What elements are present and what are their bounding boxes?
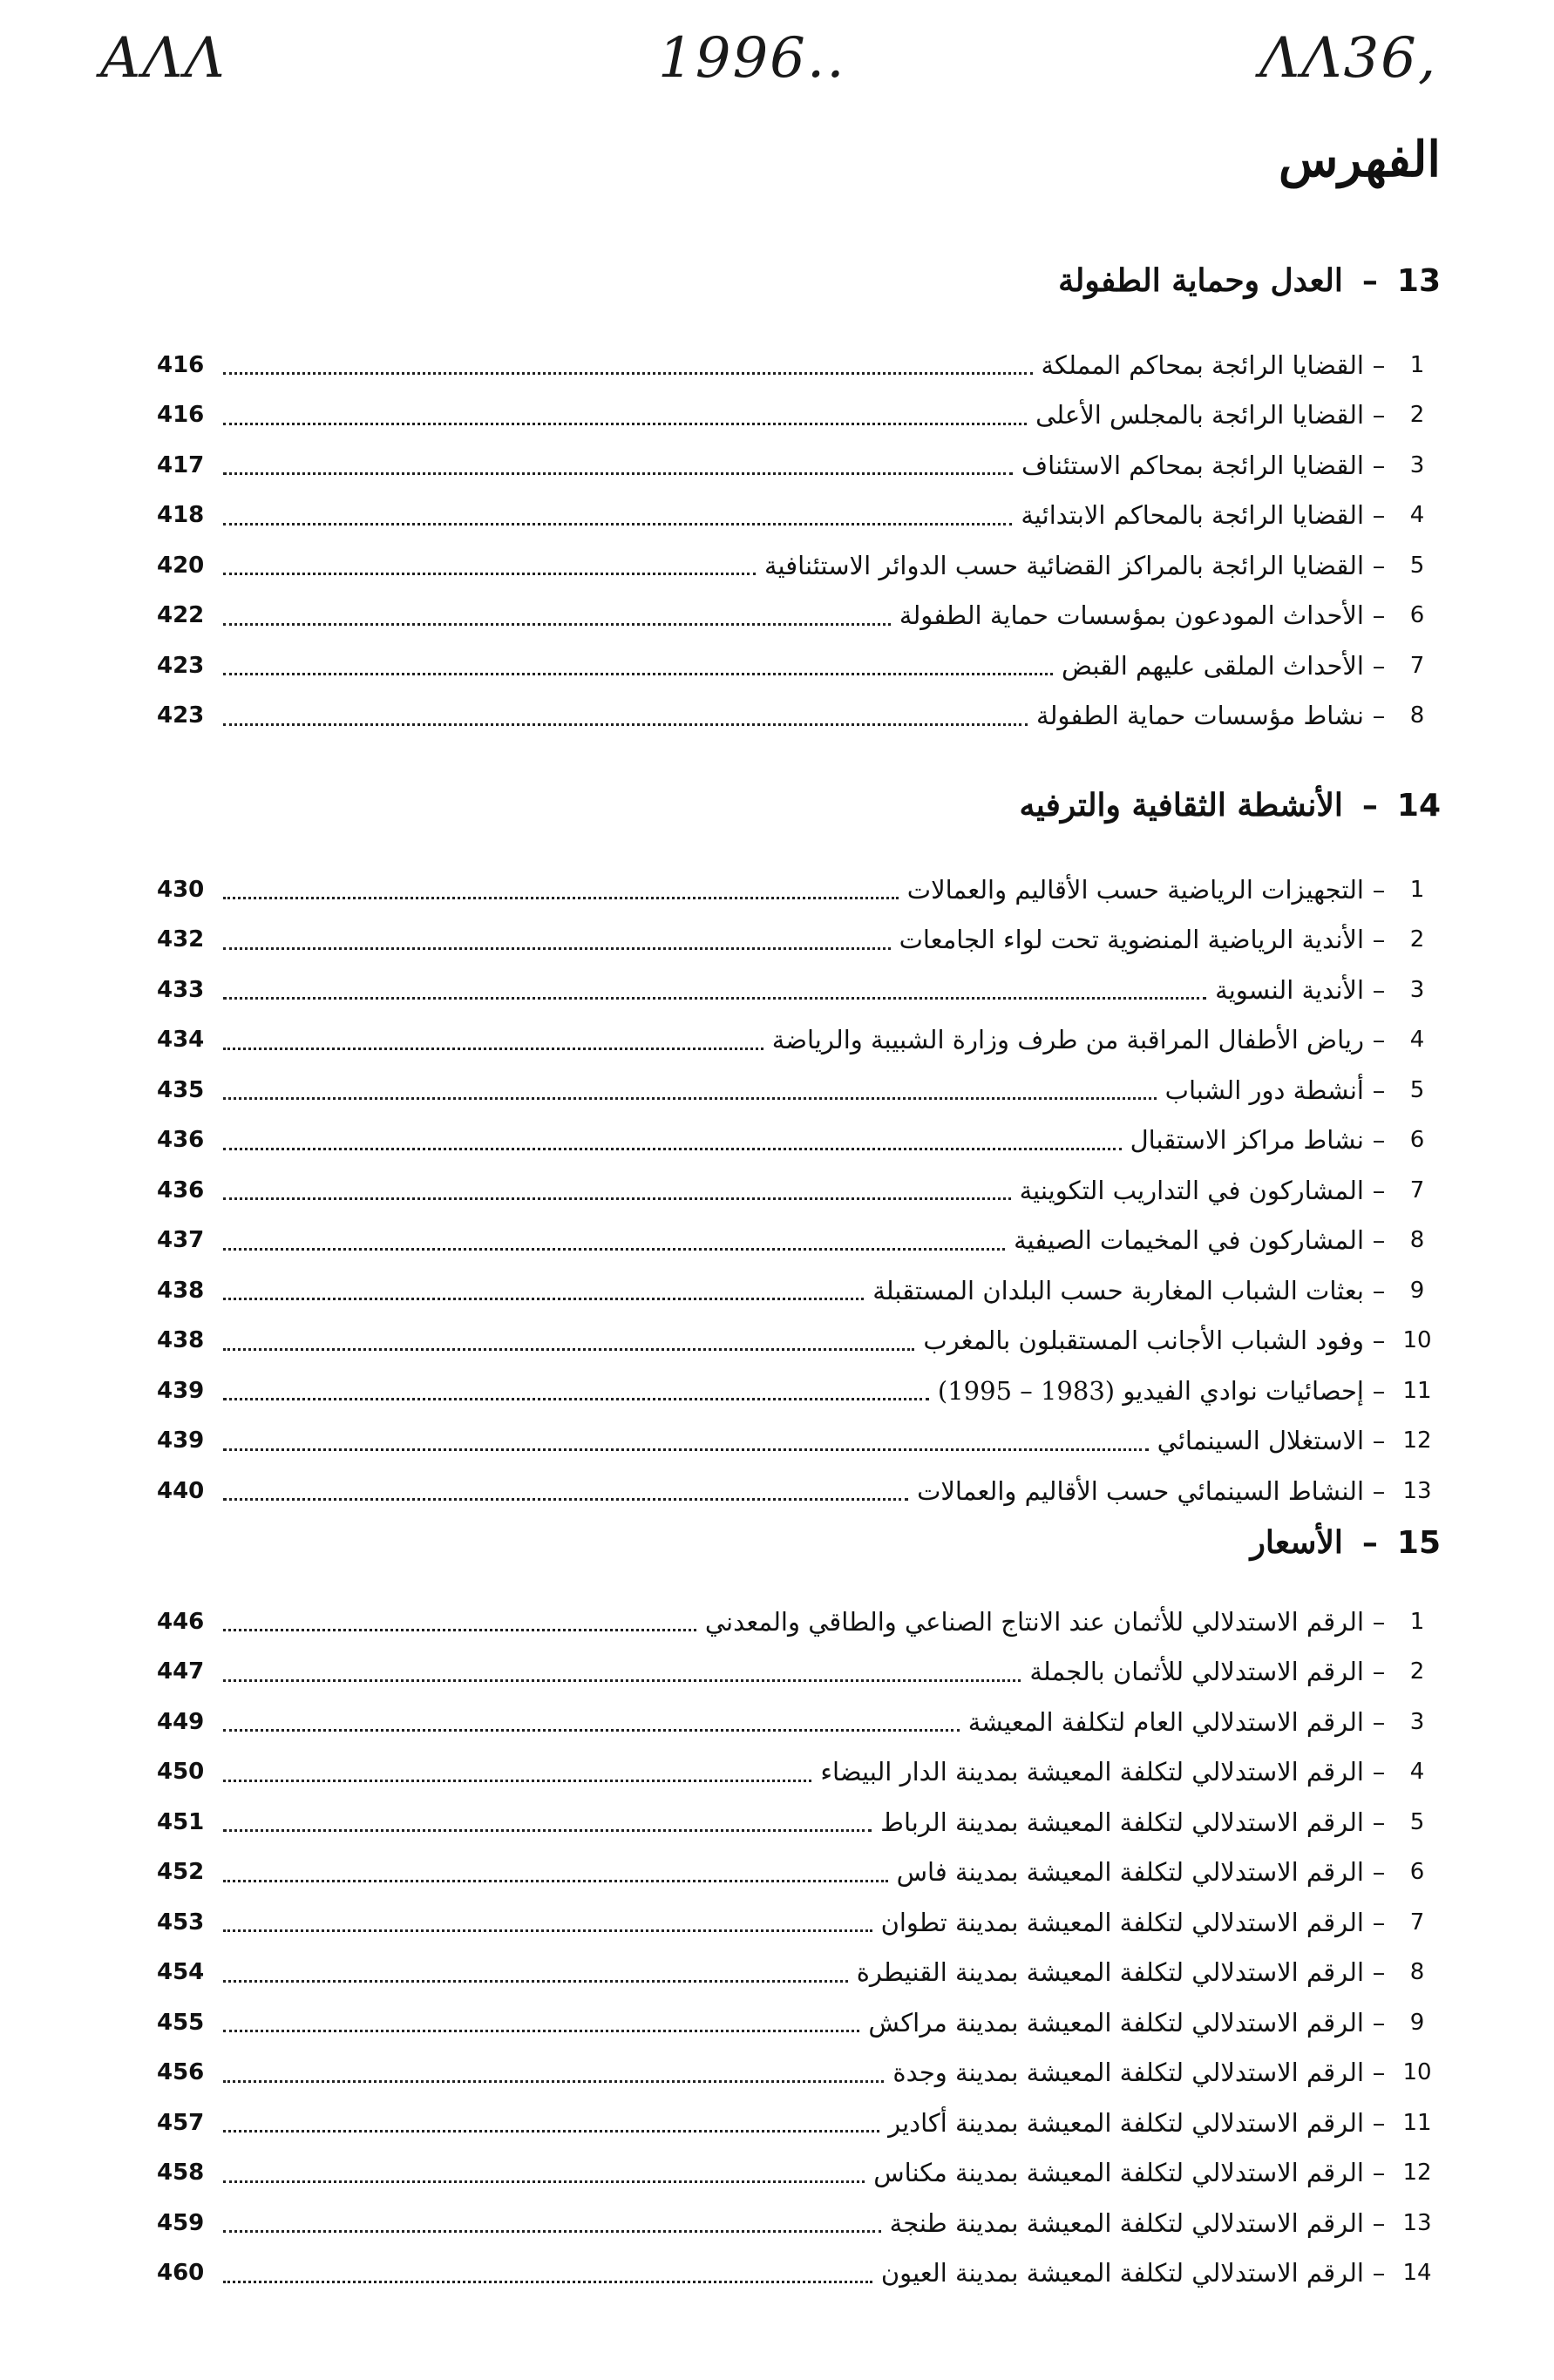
entry-title: الرقم الاستدلالي لتكلفة المعيشة بمدينة مراكش	[868, 2007, 1364, 2038]
toc-entry	[157, 1216, 1441, 1266]
entry-list	[157, 865, 1441, 1516]
entry-number: 11	[1402, 2109, 1432, 2136]
entry-title: الرقم الاستدلالي لتكلفة المعيشة بمدينة تطوان	[880, 1907, 1364, 1937]
entry-number: 8	[1409, 1959, 1425, 1986]
dot-leader	[223, 1679, 1021, 1682]
entry-page-number: 456	[157, 2059, 205, 2086]
entry-title: رياض الأطفال المراقبة من طرف وزارة الشبيبة والرياضة	[771, 1025, 1364, 1055]
entry-number: 7	[1409, 652, 1425, 679]
entry-dash: –	[1372, 1706, 1386, 1737]
entry-dash: –	[1372, 701, 1386, 731]
entry-page-number: 423	[157, 652, 205, 679]
dot-leader	[223, 1498, 908, 1501]
entry-dash: –	[1372, 400, 1386, 431]
entry-number: 6	[1409, 1859, 1425, 1886]
entry-number: 13	[1402, 2209, 1432, 2236]
entry-dash: –	[1372, 1025, 1386, 1055]
entry-page-number: 439	[157, 1427, 205, 1454]
entry-dash: –	[1372, 874, 1386, 905]
entry-dash: –	[1372, 2258, 1386, 2288]
entry-page-number: 433	[157, 976, 205, 1003]
entry-title: نشاط مراكز الاستقبال	[1130, 1125, 1364, 1156]
entry-title: الأحداث المودعون بمؤسسات حماية الطفولة	[899, 600, 1364, 631]
entry-number: 8	[1409, 1227, 1425, 1254]
entry-dash: –	[1372, 1957, 1386, 1988]
toc-entry	[157, 1165, 1441, 1216]
entry-page-number: 418	[157, 502, 205, 529]
dot-leader	[223, 1448, 1149, 1451]
entry-page-number: 446	[157, 1608, 205, 1635]
entry-page-number: 416	[157, 402, 205, 429]
dot-leader	[223, 1148, 1122, 1150]
toc-entry	[157, 340, 1441, 390]
entry-dash: –	[1372, 1475, 1386, 1506]
entry-dash: –	[1372, 925, 1386, 955]
entry-title: الاستغلال السينمائي	[1157, 1426, 1364, 1456]
entry-title: الرقم الاستدلالي لتكلفة المعيشة بمدينة فاس	[896, 1857, 1364, 1888]
entry-number: 5	[1409, 552, 1425, 579]
entry-title: الرقم الاستدلالي للأثمان بالجملة	[1029, 1657, 1364, 1687]
toc-entry	[157, 1265, 1441, 1316]
toc-entry	[157, 1848, 1441, 1898]
entry-title: إحصائيات نوادي الفيديو (1983 – 1995)	[937, 1375, 1364, 1406]
dot-leader	[223, 1097, 1157, 1100]
dot-leader	[223, 2130, 879, 2133]
section-justice	[157, 253, 1441, 741]
entry-dash: –	[1372, 1225, 1386, 1256]
dot-leader	[223, 623, 891, 626]
section-dash: –	[1361, 787, 1378, 824]
section-number: 14	[1396, 788, 1441, 824]
dot-leader	[223, 523, 1012, 525]
entry-page-number: 423	[157, 702, 205, 729]
entry-page-number: 422	[157, 602, 205, 629]
toc-entry	[157, 1065, 1441, 1115]
toc-entry	[157, 1647, 1441, 1698]
entry-dash: –	[1372, 1426, 1386, 1456]
entry-title: الرقم الاستدلالي لتكلفة المعيشة بمدينة الدار البيضاء	[820, 1757, 1364, 1787]
toc-entry	[157, 1366, 1441, 1416]
dot-leader	[223, 1398, 929, 1400]
dot-leader	[223, 1980, 848, 1983]
entry-number: 5	[1409, 1076, 1425, 1103]
entry-page-number: 439	[157, 1377, 205, 1404]
dot-leader	[223, 2080, 884, 2083]
entry-dash: –	[1372, 500, 1386, 531]
entry-number: 2	[1409, 1658, 1425, 1685]
entry-number: 7	[1409, 1176, 1425, 1204]
section-prices	[157, 1515, 1441, 2298]
entry-number: 4	[1409, 1759, 1425, 1786]
dot-leader	[223, 947, 891, 950]
entry-title: المشاركون في التداريب التكوينية	[1019, 1175, 1364, 1205]
entry-title: الرقم الاستدلالي للأثمان عند الانتاج الصناعي والطاقي والمعدني	[704, 1606, 1364, 1637]
entry-title: النشاط السينمائي حسب الأقاليم والعمالات	[917, 1475, 1364, 1506]
entry-dash: –	[1372, 600, 1386, 631]
handwritten-note-right: ΛΛ36,	[1259, 26, 1438, 91]
dot-leader	[223, 2281, 872, 2283]
entry-title: الرقم الاستدلالي لتكلفة المعيشة بمدينة العيون	[880, 2258, 1364, 2288]
entry-title: الأحداث الملقى عليهم القبض	[1061, 650, 1364, 681]
entry-title: الرقم الاستدلالي لتكلفة المعيشة بمدينة مكناس	[873, 2158, 1364, 2188]
entry-dash: –	[1372, 1657, 1386, 1687]
dot-leader	[223, 1629, 696, 1631]
toc-entry	[157, 1416, 1441, 1467]
toc-entry	[157, 1466, 1441, 1516]
entry-number: 3	[1409, 451, 1425, 478]
section-dash: –	[1361, 262, 1378, 299]
entry-dash: –	[1372, 2058, 1386, 2088]
entry-title: بعثات الشباب المغاربة حسب البلدان المستقبلة	[872, 1275, 1364, 1305]
dot-leader	[223, 573, 756, 575]
entry-dash: –	[1372, 1075, 1386, 1105]
dot-leader	[223, 472, 1013, 475]
entry-page-number: 430	[157, 876, 205, 903]
entry-page-number: 437	[157, 1227, 205, 1254]
section-heading	[157, 777, 1441, 833]
dot-leader	[223, 997, 1206, 1000]
dot-leader	[223, 423, 1027, 425]
section-heading	[157, 1515, 1441, 1570]
entry-page-number: 420	[157, 552, 205, 579]
entry-list	[157, 340, 1441, 741]
entry-page-number: 451	[157, 1808, 205, 1835]
entry-title: القضايا الرائجة بالمجلس الأعلى	[1035, 400, 1364, 431]
toc-entry	[157, 2148, 1441, 2199]
dot-leader	[223, 1880, 888, 1882]
toc-entry	[157, 1797, 1441, 1848]
entry-dash: –	[1372, 2207, 1386, 2238]
dot-leader	[223, 673, 1053, 675]
toc-entry	[157, 965, 1441, 1015]
dot-leader	[223, 1348, 914, 1351]
toc-entry	[157, 1697, 1441, 1747]
entry-page-number: 452	[157, 1859, 205, 1886]
dot-leader	[223, 1829, 872, 1832]
toc-entry	[157, 1316, 1441, 1366]
entry-number: 9	[1409, 1277, 1425, 1304]
entry-title: وفود الشباب الأجانب المستقبلون بالمغرب	[923, 1326, 1364, 1356]
entry-page-number: 450	[157, 1759, 205, 1786]
entry-number: 1	[1409, 1608, 1425, 1635]
dot-leader	[223, 723, 1028, 726]
entry-title: القضايا الرائجة بمحاكم المملكة	[1041, 349, 1364, 380]
toc-entry	[157, 1115, 1441, 1166]
entry-page-number: 455	[157, 2009, 205, 2036]
entry-page-number: 438	[157, 1277, 205, 1304]
entry-number: 9	[1409, 2009, 1425, 2036]
entry-number: 2	[1409, 926, 1425, 953]
entry-page-number: 432	[157, 926, 205, 953]
entry-dash: –	[1372, 1175, 1386, 1205]
entry-number: 6	[1409, 1127, 1425, 1154]
toc-entry	[157, 540, 1441, 591]
entry-dash: –	[1372, 1606, 1386, 1637]
entry-dash: –	[1372, 2107, 1386, 2138]
entry-dash: –	[1372, 1757, 1386, 1787]
section-title: العدل وحماية الطفولة	[1058, 262, 1343, 299]
entry-title: الرقم الاستدلالي لتكلفة المعيشة بمدينة وجدة	[892, 2058, 1364, 2088]
section-heading	[157, 253, 1441, 309]
entry-title: الرقم الاستدلالي لتكلفة المعيشة بمدينة أكادير	[888, 2107, 1364, 2138]
toc-entry	[157, 2098, 1441, 2148]
entry-number: 4	[1409, 1027, 1425, 1054]
entry-page-number: 458	[157, 2160, 205, 2187]
entry-dash: –	[1372, 1125, 1386, 1156]
entry-page-number: 438	[157, 1327, 205, 1354]
entry-page-number: 457	[157, 2109, 205, 2136]
entry-dash: –	[1372, 550, 1386, 580]
entry-page-number: 417	[157, 451, 205, 478]
entry-title: المشاركون في المخيمات الصيفية	[1014, 1225, 1364, 1256]
dot-leader	[223, 897, 899, 899]
handwritten-note-left: ΑΛΛ	[100, 26, 227, 91]
entry-page-number: 460	[157, 2260, 205, 2287]
dot-leader	[223, 2230, 881, 2233]
dot-leader	[223, 1929, 872, 1932]
section-title: الأسعار	[1250, 1524, 1343, 1561]
entry-dash: –	[1372, 1807, 1386, 1837]
entry-dash: –	[1372, 1375, 1386, 1406]
dot-leader	[223, 1780, 811, 1782]
dot-leader	[223, 2030, 859, 2032]
entry-dash: –	[1372, 1275, 1386, 1305]
entry-title: التجهيزات الرياضية حسب الأقاليم والعمالات	[906, 874, 1364, 905]
entry-page-number: 453	[157, 1909, 205, 1936]
entry-title: الأندية الرياضية المنضوية تحت لواء الجامعات	[899, 925, 1364, 955]
entry-number: 6	[1409, 602, 1425, 629]
dot-leader	[223, 2180, 865, 2183]
entry-page-number: 440	[157, 1477, 205, 1504]
section-title: الأنشطة الثقافية والترفيه	[1019, 787, 1343, 824]
entry-number: 7	[1409, 1909, 1425, 1936]
dot-leader	[223, 1729, 960, 1732]
entry-title: القضايا الرائجة بالمراكز القضائية حسب الدوائر الاستئنافية	[763, 550, 1364, 580]
entry-dash: –	[1372, 1857, 1386, 1888]
entry-dash: –	[1372, 974, 1386, 1005]
entry-page-number: 434	[157, 1027, 205, 1054]
toc-entry	[157, 491, 1441, 541]
entry-title: نشاط مؤسسات حماية الطفولة	[1036, 701, 1364, 731]
entry-title: الرقم الاستدلالي العام لتكلفة المعيشة	[967, 1706, 1364, 1737]
toc-entry	[157, 1597, 1441, 1647]
entry-number: 12	[1402, 1427, 1432, 1454]
entry-list	[157, 1597, 1441, 2298]
entry-page-number: 449	[157, 1708, 205, 1735]
entry-title: القضايا الرائجة بالمحاكم الابتدائية	[1021, 500, 1364, 531]
entry-number: 10	[1402, 2059, 1432, 2086]
entry-title: الرقم الاستدلالي لتكلفة المعيشة بمدينة القنيطرة	[856, 1957, 1364, 1988]
section-dash: –	[1361, 1524, 1378, 1561]
toc-entry	[157, 1747, 1441, 1798]
toc-entry	[157, 2248, 1441, 2299]
dot-leader	[223, 1298, 864, 1300]
toc-entry	[157, 1897, 1441, 1948]
toc-entry	[157, 1015, 1441, 1066]
entry-number: 12	[1402, 2160, 1432, 2187]
toc-entry	[157, 1997, 1441, 2048]
handwritten-note-center: 1996..	[658, 26, 846, 91]
entry-title: أنشطة دور الشباب	[1164, 1075, 1364, 1105]
entry-number: 2	[1409, 402, 1425, 429]
dot-leader	[223, 372, 1033, 375]
entry-number: 11	[1402, 1377, 1432, 1404]
dot-leader	[223, 1197, 1011, 1200]
section-number: 15	[1396, 1525, 1441, 1561]
entry-page-number: 436	[157, 1176, 205, 1204]
entry-title: الأندية النسوية	[1215, 974, 1364, 1005]
entry-page-number: 459	[157, 2209, 205, 2236]
toc-entry	[157, 390, 1441, 441]
section-number: 13	[1396, 263, 1441, 299]
toc-entry	[157, 691, 1441, 742]
entry-number: 13	[1402, 1477, 1432, 1504]
entry-dash: –	[1372, 1907, 1386, 1937]
toc-entry	[157, 641, 1441, 691]
toc-entry	[157, 440, 1441, 491]
entry-number: 5	[1409, 1808, 1425, 1835]
entry-page-number: 454	[157, 1959, 205, 1986]
entry-dash: –	[1372, 349, 1386, 380]
toc-entry	[157, 865, 1441, 915]
entry-title: الرقم الاستدلالي لتكلفة المعيشة بمدينة الرباط	[880, 1807, 1364, 1837]
entry-dash: –	[1372, 2007, 1386, 2038]
toc-entry	[157, 1948, 1441, 1998]
entry-dash: –	[1372, 2158, 1386, 2188]
toc-entry	[157, 2048, 1441, 2099]
entry-number: 1	[1409, 351, 1425, 378]
entry-dash: –	[1372, 1326, 1386, 1356]
entry-number: 10	[1402, 1327, 1432, 1354]
entry-number: 4	[1409, 502, 1425, 529]
entry-page-number: 436	[157, 1127, 205, 1154]
entry-title: القضايا الرائجة بمحاكم الاستئناف	[1021, 450, 1364, 480]
toc-entry	[157, 591, 1441, 641]
page-title: الفهرس	[1278, 131, 1441, 188]
dot-leader	[223, 1048, 763, 1050]
entry-title: الرقم الاستدلالي لتكلفة المعيشة بمدينة طنجة	[889, 2207, 1364, 2238]
entry-dash: –	[1372, 450, 1386, 480]
entry-dash: –	[1372, 650, 1386, 681]
dot-leader	[223, 1248, 1005, 1251]
entry-number: 1	[1409, 876, 1425, 903]
entry-number: 14	[1402, 2260, 1432, 2287]
entry-page-number: 447	[157, 1658, 205, 1685]
entry-number: 3	[1409, 976, 1425, 1003]
entry-number: 3	[1409, 1708, 1425, 1735]
section-culture	[157, 777, 1441, 1516]
toc-entry	[157, 915, 1441, 966]
entry-number: 8	[1409, 702, 1425, 729]
entry-page-number: 435	[157, 1076, 205, 1103]
toc-entry	[157, 2198, 1441, 2248]
entry-page-number: 416	[157, 351, 205, 378]
